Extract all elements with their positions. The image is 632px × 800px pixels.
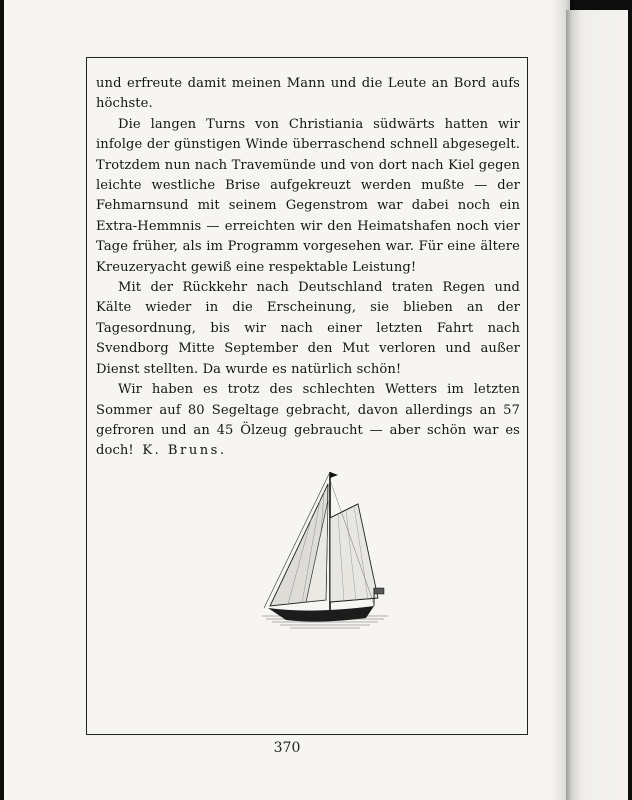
paragraph-4-text: Wir haben es trotz des schlechten Wetters im letzten Sommer auf 80 Segeltage gebracht, davon allerdings an 57 gefroren und an 45 Ölzeug gebraucht — aber schön war es doch! [96,382,520,459]
paragraph-1: und erfreute damit meinen Mann und die Leute an Bord aufs höchste. [96,76,520,112]
author-signature: K. Bruns. [142,443,227,459]
sailing-yacht-icon [262,470,388,638]
paragraph-3: Mit der Rückkehr nach Deutschland traten Regen und Kälte wieder in die Erscheinung, sie blieben an der Tagesordnung, bis wir nach einer letzten Fahrt nach Svendborg Mitte September den Mut verloren und außer Dienst stellten. Da wurde es natürlich schön! [96,280,520,377]
book-page [4,0,570,800]
paragraph-4 [96,380,520,462]
body-text [96,74,520,462]
page-number: 370 [273,740,301,756]
adjacent-page-edge [566,10,628,800]
paragraph-2: Die langen Turns von Christiania südwärts hatten wir infolge der günstigen Winde überraschend schnell abgesegelt. Trotzdem nun nach Travemünde und von dort nach Kiel gegen leichte westliche Brise aufgekreuzt werden mußte — der Fehmarnsund mit seinem Gegenstrom war dabei noch ein Extra-Hemmnis — erreichten wir den Heimatshafen noch vier Tage früher, als im Programm vorgesehen war. Für eine ältere Kreuzeryacht gewiß eine respektable Leistung! [96,116,520,275]
